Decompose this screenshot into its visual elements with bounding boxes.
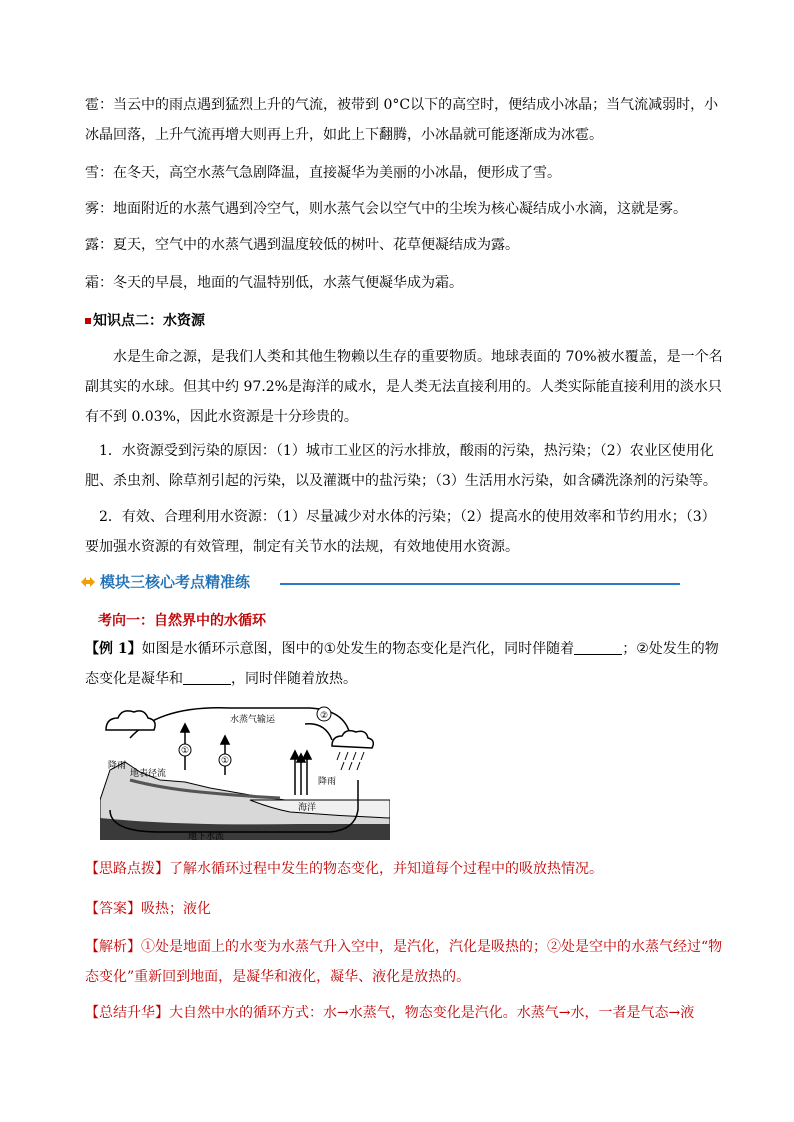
left-cloud-icon — [106, 711, 155, 730]
circle-2-mark: ② — [636, 641, 649, 657]
paragraph-snow: 雪：在冬天，高空水蒸气急剧降温，直接凝华为美丽的小冰晶，便形成了雪。 — [85, 165, 561, 181]
label-rain-right: 降雨 — [318, 777, 337, 787]
label-runoff: 地表径流 — [130, 769, 167, 779]
summary-label: 【总结升华】 — [85, 1005, 169, 1021]
example-text-b: 处发生的物态变化是汽化，同时伴随着 — [336, 641, 575, 657]
paragraph-pollution-causes: 1．水资源受到污染的原因：（1）城市工业区的污水排放，酸雨的污染，热污染；（2）农业区使用化肥、杀虫剂、除草剂引起的污染，以及灌溉中的盐污染；（3）生活用水污染，如含磷洗涤剂的污染等。 — [85, 443, 717, 489]
paragraph-water-use: 2．有效、合理利用水资源：（1）尽量减少对水体的污染；（2）提高水的使用效率和节约用水；（3）要加强水资源的有效管理，制定有关节水的法规，有效地使用水资源。 — [85, 509, 716, 555]
paragraph-dew: 露：夏天，空气中的水蒸气遇到温度较低的树叶、花草便凝结成为露。 — [85, 237, 519, 253]
label-circle-1b: ① — [221, 756, 230, 766]
vapor-arc-line — [130, 708, 310, 738]
analysis-paragraph — [85, 932, 725, 992]
example-1-question — [85, 634, 730, 694]
analysis-label: 【解析】 — [85, 939, 141, 955]
hint-paragraph — [85, 854, 725, 884]
topic-heading: 考向一：自然界中的水循环 — [98, 613, 266, 629]
paragraph-fog: 雾：地面附近的水蒸气遇到冷空气，则水蒸气会以空气中的尘埃为核心凝结成小水滴，这就是雾。 — [85, 201, 687, 217]
square-bullet-icon — [85, 318, 91, 324]
arc-inner-line — [305, 724, 332, 740]
analysis-text: ①处是地面上的水变为水蒸气升入空中，是汽化，汽化是吸热的；②处是空中的水蒸气经过“物态变化”重新回到地面，是凝华和液化，凝华、液化是放热的。 — [85, 939, 723, 985]
answer-blank-1[interactable] — [574, 640, 622, 655]
answer-text: 吸热；液化 — [141, 901, 211, 917]
example-text-c: ； — [622, 641, 637, 657]
answer-blank-2[interactable] — [183, 670, 231, 685]
label-groundwater: 地下水流 — [188, 832, 225, 840]
knowledge-point-title: 知识点二：水资源 — [93, 313, 205, 329]
example-text-a: 如图是水循环示意图，图中的 — [141, 641, 324, 657]
circle-1-mark: ① — [323, 641, 337, 657]
module-divider — [280, 583, 680, 585]
summary-paragraph — [85, 998, 725, 1028]
water-cycle-figure — [100, 700, 390, 840]
label-vapor-transport: 水蒸气输运 — [230, 715, 276, 725]
module-banner — [80, 566, 640, 596]
hint-label: 【思路点拨】 — [85, 861, 169, 877]
paragraph-water-intro: 水是生命之源，是我们人类和其他生物赖以生存的重要物质。地球表面的 70%被水覆盖，是一个名副其实的水球。但其中约 97.2%是海洋的咸水，是人类无法直接利用的。人类实际能直接利用的淡水只有不到 0.03%，因此水资源是十分珍贵的。 — [85, 349, 723, 425]
rain-drops-icon — [337, 752, 364, 770]
paragraph-hail: 雹：当云中的雨点遇到猛烈上升的气流，被带到 0°C以下的高空时，便结成小冰晶；当气流减弱时，小冰晶回落，上升气流再增大则再上升，如此上下翻腾，小冰晶就可能逐渐成为冰雹。 — [85, 97, 719, 143]
example-text-d: 处发生的物态变化是凝华和 — [85, 641, 719, 687]
paragraph-frost: 霜：冬天的早晨，地面的气温特别低，水蒸气便凝华成为霜。 — [85, 275, 463, 291]
hint-text: 了解水循环过程中发生的物态变化，并知道每个过程中的吸放热情况。 — [169, 861, 603, 877]
example-text-e: ，同时伴随着放热。 — [231, 671, 357, 687]
label-circle-1a: ① — [181, 746, 190, 756]
answer-label: 【答案】 — [85, 901, 141, 917]
knowledge-point-heading — [85, 310, 205, 330]
label-circle-2: ② — [320, 711, 329, 721]
right-cloud-icon — [332, 731, 373, 748]
module-title: 模块三核心考点精准练 — [100, 573, 251, 591]
label-ocean: 海洋 — [298, 803, 317, 813]
answer-paragraph — [85, 894, 725, 924]
summary-text: 大自然中水的循环方式：水→水蒸气，物态变化是汽化。水蒸气→水，一者是气态→液 — [169, 1005, 695, 1021]
diamond-arrow-icon — [80, 574, 96, 590]
label-rain-left: 降雨 — [108, 761, 127, 771]
example-label: 【例 1】 — [85, 641, 142, 657]
